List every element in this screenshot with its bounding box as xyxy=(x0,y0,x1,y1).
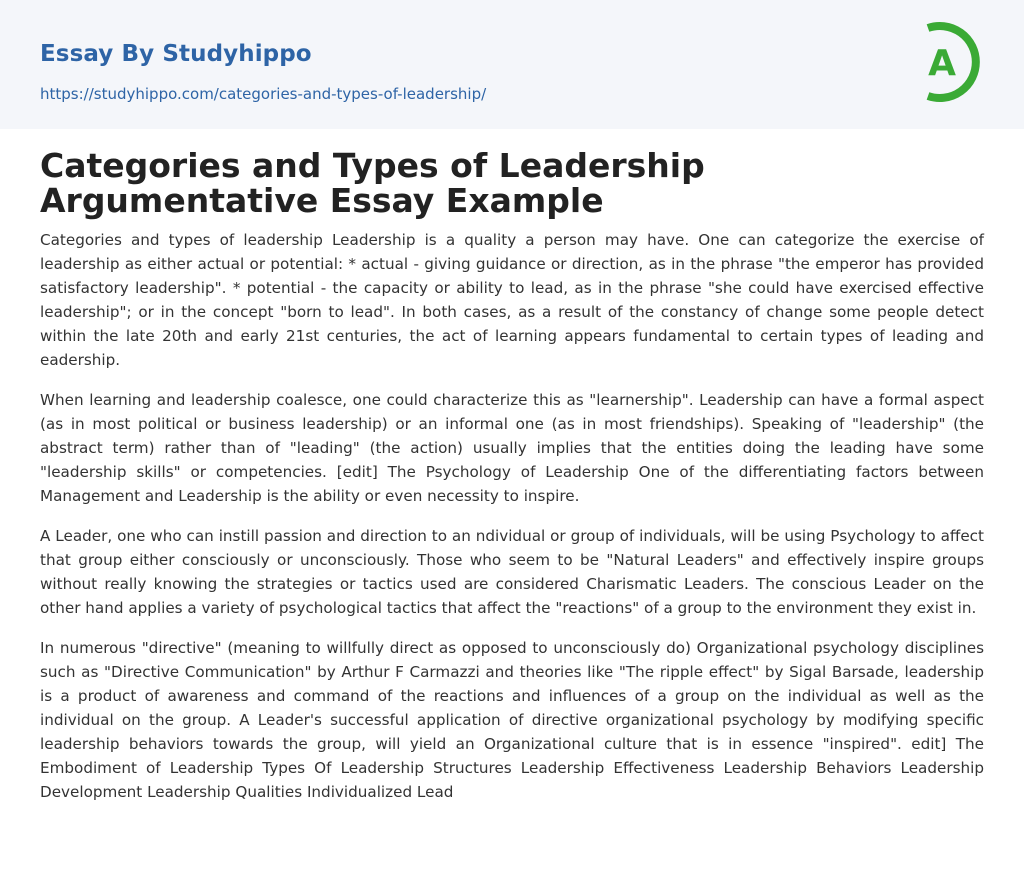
article-body xyxy=(40,228,984,820)
site-brand[interactable]: Essay By Studyhippo xyxy=(40,41,312,67)
article-paragraph: In numerous "directive" (meaning to willfully direct as opposed to unconsciously do) Organizational psychology disciplines such as "Directive Communication" by Arthur F Carmazzi and theories like "The ripple effect" by Sigal Barsade, leadership is a product of awareness and command of the reactions and influences of a group on the individual as well as the individual on the group. A Leader's successful application of directive organizational psychology by modifying specific leadership behaviors towards the group, will yield an Organizational culture that is in essence "inspired". edit] The Embodiment of Leadership Types Of Leadership Structures Leadership Effectiveness Leadership Behaviors Leadership Development Leadership Qualities Individualized Lead xyxy=(40,639,984,801)
article-paragraph: Categories and types of leadership Leadership is a quality a person may have. One can categorize the exercise of leadership as either actual or potential: * actual - giving guidance or direction, as in the phrase "the emperor has provided satisfactory leadership". * potential - the capacity or ability to lead, as in the phrase "she could have exercised effective leadership"; or in the concept "born to lead". In both cases, as a result of the constancy of change some people detect within the late 20th and early 21st centuries, the act of learning appears fundamental to certain types of leading and eadership. xyxy=(40,231,984,369)
studyhippo-logo-icon[interactable] xyxy=(912,18,988,106)
article-paragraph: A Leader, one who can instill passion and direction to an ndividual or group of individuals, will be using Psychology to affect that group either consciously or unconsciously. Those who seem to be "Natural Leaders" and effectively inspire groups without really knowing the strategies or tactics used are considered Charismatic Leaders. The conscious Leader on the other hand applies a variety of psychological tactics that affect the "reactions" of a group to the environment they exist in. xyxy=(40,527,984,617)
page-url-link[interactable]: https://studyhippo.com/categories-and-types-of-leadership/ xyxy=(40,85,487,103)
article-title: Categories and Types of Leadership Argumentative Essay Example xyxy=(40,146,705,220)
logo-letter: A xyxy=(928,43,956,84)
site-header xyxy=(0,0,1024,129)
article-paragraph: When learning and leadership coalesce, one could characterize this as "learnership". Leadership can have a formal aspect (as in most political or business leadership) or an informal one (as in most friendships). Speaking of "leadership" (the abstract term) rather than of "leading" (the action) usually implies that the entities doing the leading have some "leadership skills" or competencies. [edit] The Psychology of Leadership One of the differentiating factors between Management and Leadership is the ability or even necessity to inspire. xyxy=(40,391,984,505)
